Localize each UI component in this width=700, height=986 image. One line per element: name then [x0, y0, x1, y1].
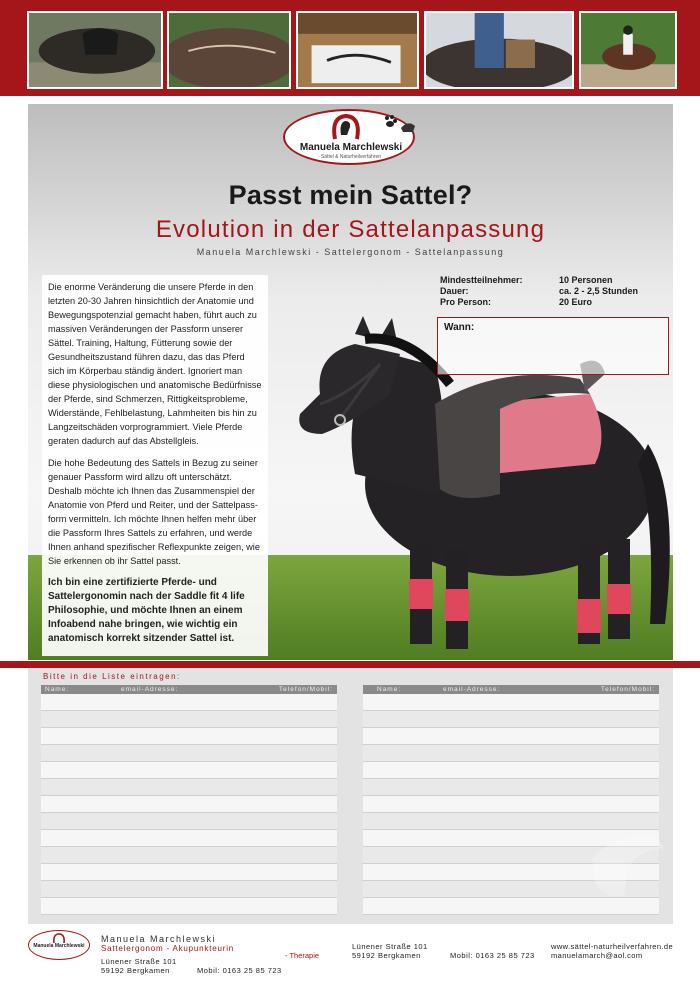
table-row[interactable]	[41, 813, 337, 830]
footer-address-2	[352, 942, 428, 960]
table-row[interactable]	[41, 711, 337, 728]
table-row[interactable]	[41, 881, 337, 898]
info-value: 10 Personen	[559, 275, 613, 285]
saddle-watermark-icon	[588, 828, 668, 900]
info-value: ca. 2 - 2,5 Stunden	[559, 286, 639, 296]
footer-street-1: Lünener Straße 101	[101, 957, 177, 966]
table-row[interactable]	[363, 728, 659, 745]
footer-mobile-1: Mobil: 0163 25 85 723	[197, 966, 282, 975]
footer-street-2: Lünener Straße 101	[352, 942, 428, 951]
paw-saddle-icon	[381, 114, 417, 136]
page-tagline: Manuela Marchlewski - Sattelergonom - Sattelanpassung	[196, 247, 505, 257]
info-label: Dauer:	[440, 286, 469, 296]
col-email: email-Adresse:	[121, 686, 179, 693]
table-row[interactable]	[363, 779, 659, 796]
footer-mobile-2: Mobil: 0163 25 85 723	[450, 951, 535, 960]
table-row[interactable]	[363, 796, 659, 813]
description-box	[42, 275, 268, 656]
photo-horse-back	[167, 11, 291, 89]
footer-city-2: 59192 Bergkamen	[352, 951, 421, 960]
info-label: Pro Person:	[440, 297, 492, 307]
info-row-duration	[440, 286, 665, 297]
footer-therapy: - Therapie	[285, 951, 320, 960]
brand-logo	[283, 109, 423, 171]
table-row[interactable]	[41, 898, 337, 915]
col-phone: Telefon/Mobil:	[278, 686, 333, 693]
info-value: 20 Euro	[559, 297, 593, 307]
col-phone: Telefon/Mobil:	[600, 686, 655, 693]
signup-table-left	[41, 685, 337, 915]
logo-subtitle: Sättel & Naturheilverfahren	[320, 154, 382, 160]
footer-website-link[interactable]: www.sättel-naturheilverfahren.de	[551, 942, 674, 951]
table-row[interactable]	[363, 762, 659, 779]
table-row[interactable]	[41, 728, 337, 745]
table-row[interactable]	[41, 694, 337, 711]
table-body	[41, 694, 337, 915]
description-paragraph-3: Ich bin eine zertifizierte Pferde- und Sattelergonomin nach der Saddle fit 4 life Philosophie, und möchte Ihnen an einem Infoabend nahe bringen, wie wichtig ein anatomisch korrekt sitzender Sattel ist.	[48, 577, 245, 644]
footer-city-1: 59192 Bergkamen	[101, 966, 170, 975]
table-row[interactable]	[363, 745, 659, 762]
signup-sheet	[28, 668, 673, 924]
col-email: email-Adresse:	[443, 686, 501, 693]
description-paragraph-1: Die enorme Veränderung die unsere Pferde in den letzten 20-30 Jahren hinsichtlich der Anatomie und Bewegungspotenzial gemacht haben, führt auch zu massiven Veränderungen der Passform unserer Sättel. Training, Haltung, Fütterung sowie der Gesundheitszustand führen dazu, das das Pferd sich im Körperbau ständig ändert. Ignoriert man diese physiologischen und anatomische Bedürfnisse der Pferde, sind Schmerzen, Rittigkeitsprobleme, Widerstände, Fehlbelastung, Lahmheiten bis hin zu Langzeitschäden vorprogrammiert. Viele Pferde geraten dadurch auf das Abstellgleis.	[48, 282, 262, 446]
footer-contact	[551, 942, 673, 960]
footer-name: Manuela Marchlewski	[101, 934, 217, 944]
footer-logo	[28, 930, 90, 960]
footer-email-link[interactable]: manuelamarch@aol.com	[551, 951, 643, 960]
horseshoe-icon	[329, 113, 363, 141]
table-row[interactable]	[41, 779, 337, 796]
top-banner	[0, 0, 700, 96]
table-row[interactable]	[41, 762, 337, 779]
divider-bar	[0, 661, 700, 668]
table-row[interactable]	[41, 847, 337, 864]
info-row-price	[440, 297, 665, 308]
photo-saddle-measuring	[296, 11, 419, 89]
footer-role: Sattelergonom - Akupunkteurin	[101, 944, 235, 953]
table-row[interactable]	[363, 694, 659, 711]
footer-address-1	[101, 957, 177, 975]
table-row[interactable]	[363, 898, 659, 915]
description-paragraph-2: Die hohe Bedeutung des Sattels in Bezug zu seiner genauer Passform wird allzu oft unterschätzt. Deshalb möchte ich Ihnen das Zusammenspiel der Anatomie von Pferd und Reiter, und der Sattelpass-form vermitteln. Ich möchte Ihnen helfen mehr über die Passform Ihres Sattels zu erfahren, und werde Ihnen anhand spezifischer Reflexpunkte zeigen, wie Sie erkennen ob ihr Sattel passt.	[48, 458, 260, 566]
photo-rider-on-horse	[424, 11, 574, 89]
table-row[interactable]	[41, 745, 337, 762]
photo-dressage-rider	[579, 11, 677, 89]
wann-label: Wann:	[444, 322, 475, 333]
table-row[interactable]	[41, 830, 337, 847]
logo-name: Manuela Marchlewski	[299, 142, 403, 153]
event-info	[440, 275, 665, 308]
signup-title: Bitte in die Liste eintragen:	[43, 672, 181, 681]
table-header	[41, 685, 337, 694]
page-subtitle: Evolution in der Sattelanpassung	[155, 216, 546, 243]
col-name: Name:	[45, 686, 70, 693]
info-row-participants	[440, 275, 665, 286]
table-row[interactable]	[41, 864, 337, 881]
table-row[interactable]	[363, 711, 659, 728]
photo-horse-saddle-1	[27, 11, 163, 89]
table-row[interactable]	[41, 796, 337, 813]
page-title: Passt mein Sattel?	[228, 180, 473, 210]
poster-area	[28, 104, 673, 660]
footer-logo-name: Manuela Marchlewski	[33, 943, 85, 949]
footer	[0, 926, 700, 986]
col-name: Name:	[377, 686, 402, 693]
wann-field[interactable]	[437, 317, 669, 375]
info-label: Mindestteilnehmer:	[440, 275, 523, 285]
table-header	[363, 685, 659, 694]
